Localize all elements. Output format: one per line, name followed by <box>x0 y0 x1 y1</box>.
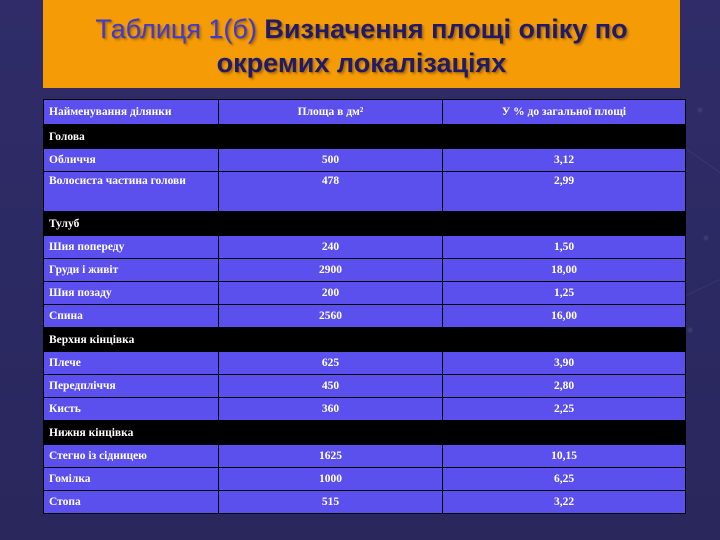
region-name: Стегно із сідницею <box>44 445 219 468</box>
table-row <box>44 468 686 491</box>
area-value: 2900 <box>219 259 443 282</box>
area-value: 1625 <box>219 445 443 468</box>
header-area: Площа в дм² <box>219 100 443 125</box>
region-name: Шия попереду <box>44 236 219 259</box>
percent-value: 2,99 <box>443 172 686 212</box>
percent-value: 10,15 <box>443 445 686 468</box>
table-row <box>44 259 686 282</box>
region-name: Обличчя <box>44 149 219 172</box>
region-name: Гомілка <box>44 468 219 491</box>
table-row <box>44 172 686 212</box>
table-row <box>44 375 686 398</box>
title-prefix: Таблиця 1(б) <box>95 14 257 44</box>
table-row <box>44 398 686 421</box>
header-percent: У % до загальної площі <box>443 100 686 125</box>
area-value: 625 <box>219 352 443 375</box>
region-name: Передпліччя <box>44 375 219 398</box>
table-row <box>44 236 686 259</box>
area-value: 478 <box>219 172 443 212</box>
section-row <box>44 328 686 352</box>
burn-area-table <box>43 99 686 514</box>
table-row <box>44 352 686 375</box>
area-value: 240 <box>219 236 443 259</box>
area-value: 1000 <box>219 468 443 491</box>
percent-value: 3,12 <box>443 149 686 172</box>
table-row <box>44 282 686 305</box>
region-name: Стопа <box>44 491 219 514</box>
section-label: Нижня кінцівка <box>44 421 686 445</box>
table-header-row <box>44 100 686 125</box>
area-value: 200 <box>219 282 443 305</box>
header-region: Найменування ділянки <box>44 100 219 125</box>
percent-value: 1,50 <box>443 236 686 259</box>
table-row <box>44 445 686 468</box>
title-main: Визначення площі опіку по окремих локалізаціях <box>216 14 628 78</box>
region-name: Груди і живіт <box>44 259 219 282</box>
slide-title-box <box>43 0 680 88</box>
area-value: 360 <box>219 398 443 421</box>
region-name: Кисть <box>44 398 219 421</box>
region-name: Шия позаду <box>44 282 219 305</box>
area-value: 2560 <box>219 305 443 328</box>
area-value: 500 <box>219 149 443 172</box>
slide-title <box>61 12 662 80</box>
region-name: Спина <box>44 305 219 328</box>
percent-value: 3,90 <box>443 352 686 375</box>
section-label: Тулуб <box>44 212 686 236</box>
region-name: Плече <box>44 352 219 375</box>
percent-value: 1,25 <box>443 282 686 305</box>
percent-value: 2,25 <box>443 398 686 421</box>
percent-value: 2,80 <box>443 375 686 398</box>
section-row <box>44 125 686 149</box>
percent-value: 3,22 <box>443 491 686 514</box>
area-value: 515 <box>219 491 443 514</box>
table-row <box>44 305 686 328</box>
percent-value: 18,00 <box>443 259 686 282</box>
section-row <box>44 421 686 445</box>
area-value: 450 <box>219 375 443 398</box>
section-label: Голова <box>44 125 686 149</box>
table-row <box>44 491 686 514</box>
region-name: Волосиста частина голови <box>44 172 219 212</box>
section-row <box>44 212 686 236</box>
table-row <box>44 149 686 172</box>
percent-value: 6,25 <box>443 468 686 491</box>
percent-value: 16,00 <box>443 305 686 328</box>
section-label: Верхня кінцівка <box>44 328 686 352</box>
